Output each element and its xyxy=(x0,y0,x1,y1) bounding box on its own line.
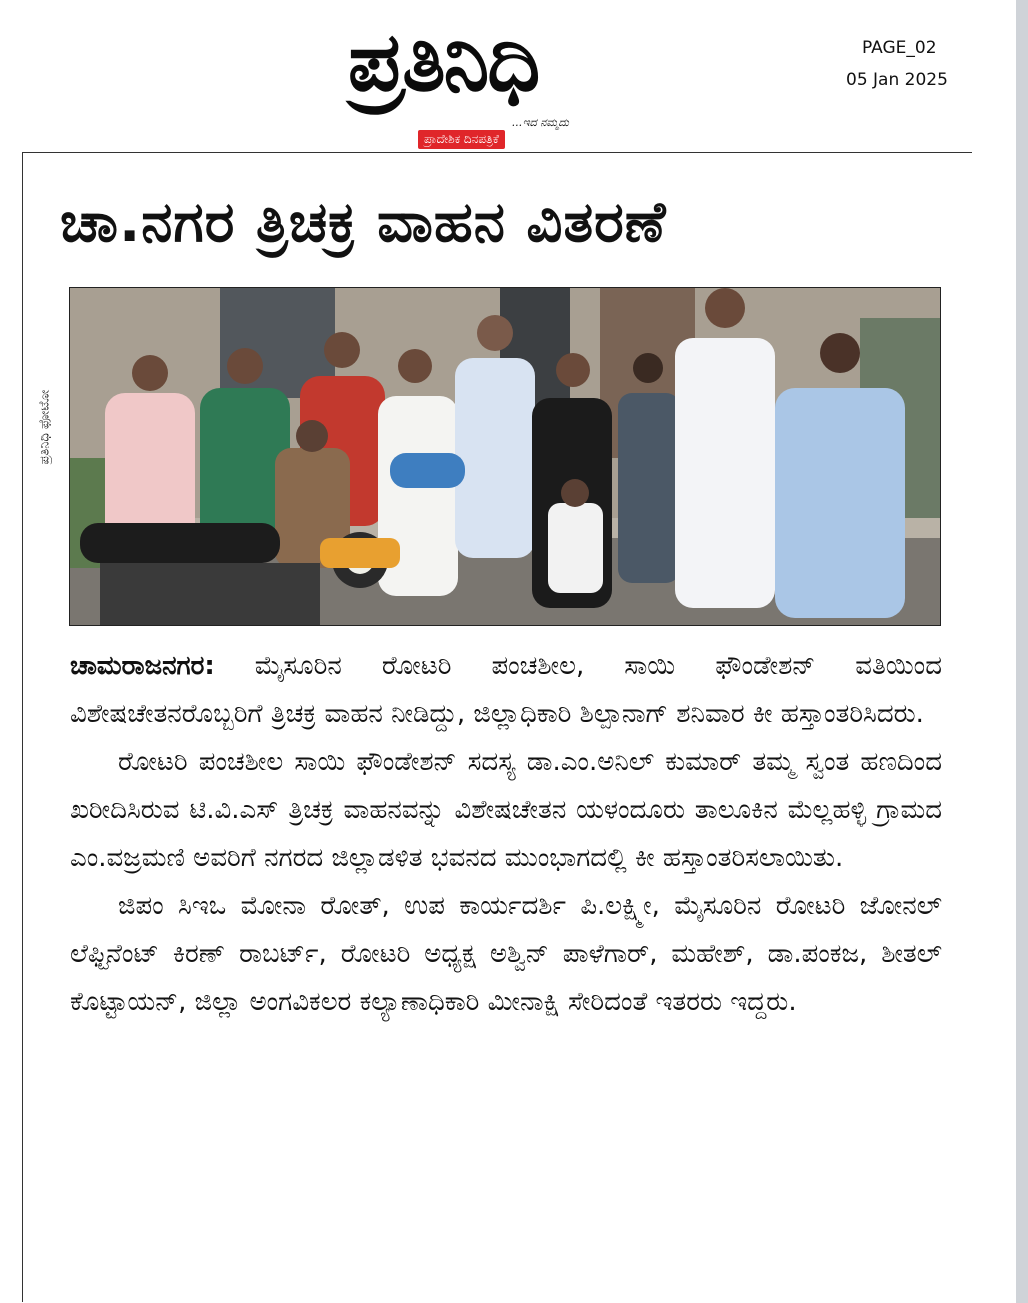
page-number: PAGE_02 xyxy=(862,38,937,58)
logo-tagline: ...ಇದ ನಮ್ಮದು xyxy=(512,116,569,129)
article-paragraph-1-text: ಮೈಸೂರಿನ ರೋಟರಿ ಪಂಚಶೀಲ, ಸಾಯಿ ಫೌಂಡೇಶನ್ ವತಿಯಿಂದ ವಿಶೇಷಚೇತನರೊಬ್ಬರಿಗೆ ತ್ರಿಚಕ್ರ ವಾಹನ ನೀಡಿದ್ದು, ಜಿಲ್ಲಾಧಿಕಾರಿ ಶಿಲ್ಪಾನಾಗ್ ಶನಿವಾರ ಕೀ ಹಸ್ತಾಂತರಿಸಿದರು. xyxy=(70,651,943,729)
scroll-edge xyxy=(1016,0,1028,1303)
article-body xyxy=(70,642,942,1026)
news-photo xyxy=(69,287,941,626)
photo-credit-label: ಪ್ರತಿನಿಧಿ ಫೋಟೋ xyxy=(37,389,53,465)
page-date: 05 Jan 2025 xyxy=(846,70,948,90)
news-photo-illustration xyxy=(70,288,940,625)
masthead xyxy=(300,15,660,152)
logo-badge: ಪ್ರಾದೇಶಿಕ ದಿನಪತ್ರಿಕೆ xyxy=(418,130,505,149)
article-paragraph xyxy=(70,642,942,738)
article-paragraph: ಜಿಪಂ ಸಿಇಒ ಮೋನಾ ರೋತ್, ಉಪ ಕಾರ್ಯದರ್ಶಿ ಪಿ.ಲಕ್ಷ್ಮೀ, ಮೈಸೂರಿನ ರೋಟರಿ ಜೋನಲ್ ಲೆಫ್ಟಿನೆಂಟ್ ಕಿರಣ್ ರಾಬರ್ಟ್, ರೋಟರಿ ಅಧ್ಯಕ್ಷ ಅಶ್ವಿನ್ ಪಾಳೆಗಾರ್, ಮಹೇಶ್, ಡಾ.ಪಂಕಜ, ಶೀತಲ್ ಕೊಟ್ಟಾಯನ್, ಜಿಲ್ಲಾ ಅಂಗವಿಕಲರ ಕಲ್ಯಾಣಾಧಿಕಾರಿ ಮೀನಾಕ್ಷಿ ಸೇರಿದಂತೆ ಇತರರು ಇದ್ದರು. xyxy=(70,891,942,1017)
article-paragraph: ರೋಟರಿ ಪಂಚಶೀಲ ಸಾಯಿ ಫೌಂಡೇಶನ್ ಸದಸ್ಯ ಡಾ.ಎಂ.ಅನಿಲ್ ಕುಮಾರ್ ತಮ್ಮ ಸ್ವಂತ ಹಣದಿಂದ ಖರೀದಿಸಿರುವ ಟಿ.ವಿ.ಎಸ್ ತ್ರಿಚಕ್ರ ವಾಹನವನ್ನು ವಿಶೇಷಚೇತನ ಯಳಂದೂರು ತಾಲೂಕಿನ ಮೆಲ್ಲಹಳ್ಳಿ ಗ್ರಾಮದ ಎಂ.ವಜ್ರಮಣಿ ಅವರಿಗೆ ನಗರದ ಜಿಲ್ಲಾಡಳಿತ ಭವನದ ಮುಂಭಾಗದಲ್ಲಿ ಕೀ ಹಸ್ತಾಂತರಿಸಲಾಯಿತು. xyxy=(70,747,942,873)
frame-divider xyxy=(22,152,972,153)
article-dateline: ಚಾಮರಾಜನಗರ: xyxy=(70,651,215,681)
article-headline: ಚಾ.ನಗರ ತ್ರಿಚಕ್ರ ವಾಹನ ವಿತರಣೆ xyxy=(60,190,667,255)
newspaper-logo: ಪ್ರತಿನಿಧಿ xyxy=(348,15,539,110)
photo-credit xyxy=(20,302,60,472)
